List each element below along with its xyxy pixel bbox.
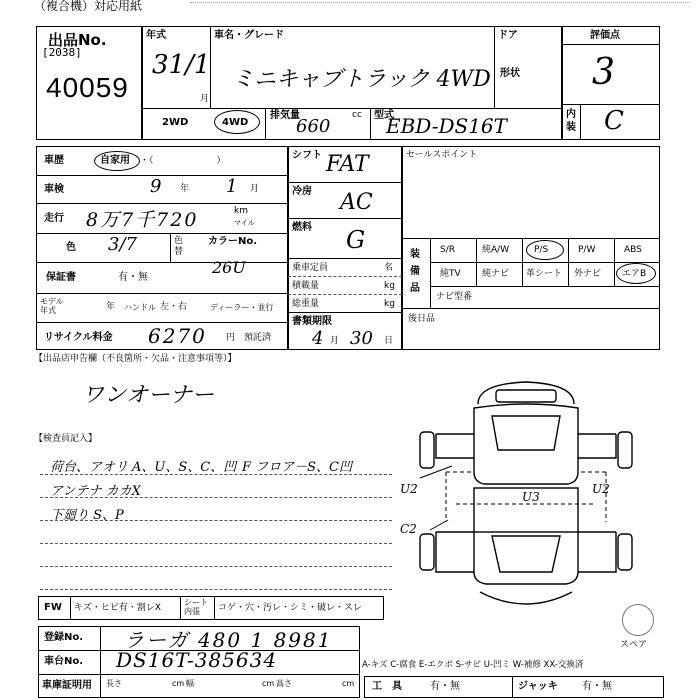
inspector-line-2: F フロア－S、C凹: [242, 460, 353, 475]
color-no-value: 26U: [212, 258, 246, 277]
tools-row: [364, 676, 664, 698]
cargo-floor-outline: [492, 536, 560, 572]
windshield-outline: [492, 416, 560, 450]
gross-label: 総重量: [292, 299, 320, 309]
doc-expiry-label: 書類期限: [292, 316, 332, 327]
equip-tv: 純TV: [440, 269, 461, 279]
doc-expiry-month: 4: [312, 328, 324, 349]
fuel-value: G: [346, 226, 366, 254]
history-rest: ・（ ）: [140, 156, 226, 166]
tools-value: 有・無: [430, 681, 460, 692]
cert-width-unit: cm: [262, 679, 275, 688]
score-value: 3: [592, 52, 615, 93]
capacity-label: 乗車定員: [292, 263, 329, 273]
name-value: ミニキャブトラック 4WD: [232, 67, 491, 92]
lot-label: 出品No.: [48, 31, 107, 49]
shift-label: シフト: [292, 150, 322, 161]
cert-height: 高さ: [276, 679, 292, 688]
tools-label: 工 具: [372, 681, 402, 692]
equip-navi: 純ナビ: [482, 269, 510, 279]
fw-items2: コゲ・穴・汚レ・シミ・破レ・スレ: [218, 603, 363, 613]
warranty-label: 保証書: [46, 272, 76, 283]
ac-label: 冷房: [292, 186, 312, 197]
right-door-outline: [578, 434, 616, 458]
mileage-label: 走行: [44, 213, 64, 224]
chassis-value: DS16T-385634: [116, 648, 278, 672]
score-label: 評価点: [590, 30, 620, 41]
regist-label: 登録No.: [44, 632, 84, 643]
sales-point-label: セールスポイント: [406, 150, 478, 160]
equip-ps: P/S: [534, 245, 549, 255]
model-label: 型式: [374, 110, 394, 121]
mileage-value: 8万7千720: [86, 209, 199, 231]
year-unit: 月: [200, 94, 210, 104]
drive-4wd: 4WD: [222, 117, 249, 128]
color-label: 色: [66, 242, 76, 253]
form-title: （複合機）対応用紙: [34, 0, 143, 13]
fuel-label: 燃料: [292, 222, 312, 233]
drive-2wd: 2WD: [162, 117, 189, 128]
model-year-unit: 年: [106, 302, 116, 312]
load-label: 積載量: [292, 281, 320, 291]
interior-label: 内装: [566, 109, 576, 133]
mileage-unit-mile: マイル: [234, 219, 255, 227]
lot-number: 40059: [46, 72, 129, 103]
load-unit: kg: [384, 281, 395, 291]
navi-model-label: ナビ型番: [436, 292, 473, 302]
warranty-options: 有・無: [118, 272, 148, 283]
recycle-label: リサイクル料金: [44, 332, 113, 343]
fw-sheet-label: シート内張: [184, 598, 208, 616]
spare-label: スペア: [620, 640, 648, 650]
fw-label: FW: [44, 602, 62, 613]
history-private: 自家用: [100, 155, 130, 166]
equip-aw: 純A/W: [482, 245, 510, 255]
equip-pw: P/W: [578, 245, 596, 255]
dealer-label: ディーラー・並行: [210, 303, 274, 312]
chassis-label: 車台No.: [44, 656, 84, 667]
model-year-label: モデル年式: [40, 297, 64, 315]
inspector-label: 【検査員記入】: [34, 434, 98, 444]
doc-expiry-month-unit: 月: [330, 336, 340, 346]
year-value: 31/1: [152, 50, 211, 80]
cert-width: 幅: [186, 679, 194, 688]
equip-abs: ABS: [624, 245, 642, 255]
history-label: 車歴: [44, 155, 64, 166]
model-value: EBD-DS16T: [386, 114, 507, 138]
declaration-label: 【出品店申告欄（不良箇所・欠品・注意事項等）】: [34, 354, 237, 364]
damage-mark-u2-left: U2: [400, 482, 418, 496]
recycle-note: 預託済: [244, 333, 272, 343]
jack-value: 有・無: [582, 681, 612, 692]
equip-airbag: エアB: [622, 269, 647, 279]
recycle-unit: 円: [226, 333, 236, 343]
shift-value: FAT: [326, 152, 369, 177]
gross-unit: kg: [384, 299, 395, 309]
right-gate-outline: [578, 532, 616, 572]
recycle-value: 6270: [148, 324, 207, 348]
left-panel-dash: [446, 472, 474, 522]
mileage-unit-km: km: [234, 206, 248, 216]
damage-mark-c2: C2: [400, 522, 417, 536]
handle-label: ハンドル: [124, 303, 156, 312]
displacement-label: 排気量: [270, 110, 300, 121]
right-panel-dash: [578, 472, 606, 522]
displacement-unit: cc: [352, 110, 362, 120]
cert-label: 車庫証明用: [42, 680, 92, 691]
front-right-wheel: [618, 432, 632, 468]
doc-expiry-day-unit: 日: [384, 336, 394, 346]
displacement-value: 660: [296, 116, 331, 137]
cert-height-unit: cm: [342, 679, 355, 688]
inspector-line-3: アンテナ カカX: [50, 484, 141, 499]
inspection-label: 車検: [44, 184, 64, 195]
header-rule: [190, 2, 690, 8]
cert-length-unit: cm: [172, 679, 185, 688]
attach-label: 後日品: [408, 314, 436, 324]
shape-label: 形状: [500, 68, 520, 79]
fw-items: キズ・ヒビ有・割レX: [74, 603, 161, 613]
inspection-month: 1: [226, 176, 238, 197]
spare-tire-icon: [622, 604, 654, 636]
mark-leader-2: [430, 520, 448, 530]
rear-left-wheel: [420, 534, 434, 570]
front-grille: [496, 390, 556, 402]
handle-options: 左・右: [160, 302, 188, 312]
inspection-year-unit: 年: [180, 184, 190, 194]
rear-right-wheel: [618, 534, 632, 570]
cargo-bed-rear: [474, 532, 578, 584]
equip-ext-navi: 外ナビ: [574, 269, 602, 279]
year-label: 年式: [146, 30, 166, 41]
inspection-year: 9: [150, 176, 162, 197]
cert-length: 長さ: [106, 679, 122, 688]
inspector-line-4: 下廻り S、P: [50, 508, 124, 523]
doc-expiry-day: 30: [350, 328, 373, 349]
door-label: ドア: [498, 30, 518, 41]
inspector-line-1: 荷台、アオリ A、U、S、C、凹: [50, 460, 237, 475]
damage-mark-u3: U3: [522, 490, 540, 504]
rear-bumper-outline: [480, 592, 572, 604]
lot-stamp: [2038]: [42, 46, 82, 59]
declaration-text: ワンオーナー: [82, 383, 215, 408]
name-label: 車名・グレード: [214, 30, 284, 41]
front-bumper-outline: [478, 382, 574, 404]
damage-legend: A-キズ C-腐食 E-エクボ S-サビ U-凹ミ W-補修 XX-交換済: [362, 660, 584, 670]
interior-value: C: [604, 106, 624, 136]
regist-value: ラーガ 480 1 8981: [124, 628, 333, 652]
capacity-unit: 名: [384, 263, 394, 273]
inspection-month-unit: 月: [250, 184, 260, 194]
left-door-outline: [436, 434, 474, 458]
equipment-label: 装備品: [410, 249, 420, 294]
equip-leather: 革シート: [526, 269, 563, 279]
color-change-label: 色替: [174, 236, 184, 257]
left-gate-outline: [436, 532, 474, 572]
damage-mark-u2-right: U2: [592, 482, 610, 496]
color-value: 3/7: [108, 234, 137, 255]
front-left-wheel: [420, 432, 434, 468]
color-no-label: カラーNo.: [208, 236, 258, 247]
ac-value: AC: [340, 190, 373, 215]
jack-label: ジャッキ: [518, 681, 558, 692]
equip-sr: S/R: [440, 245, 455, 255]
